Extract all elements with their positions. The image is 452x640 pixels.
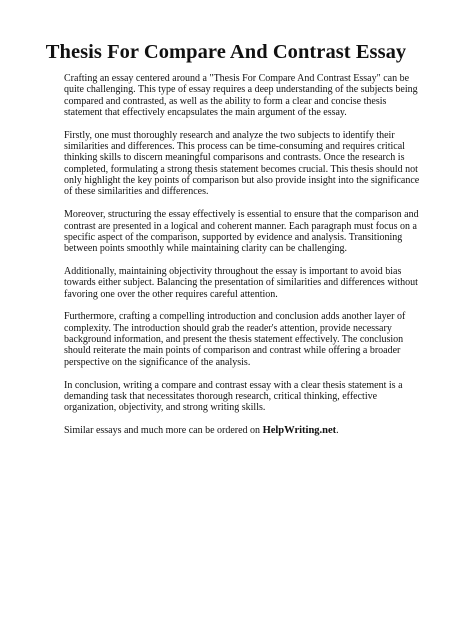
paragraph-structure: Moreover, structuring the essay effectively is essential to ensure that the comparison and contrast are presented in a logical and coherent manner. Each paragraph must focus on a specific aspect of the comparison, supported by evidence and analysis. Transitioning between points smoothly while maintaining clarity can be challenging. [64,209,419,255]
helpwriting-link[interactable]: HelpWriting.net [262,424,337,436]
footer-suffix: . [336,424,339,436]
paragraph-conclusion: In conclusion, writing a compare and contrast essay with a clear thesis statement is a demanding task that necessitates thorough research, critical thinking, effective organization, objectivity, and strong writing skills. [64,379,403,414]
paragraph-intro: Crafting an essay centered around a "Thesis For Compare And Contrast Essay" can be quite challenging. This type of essay requires a deep understanding of the subjects being compared and contrasted, as well as the ability to form a clear and concise thesis statement that effectively encapsulates the main argument of the essay. [64,73,418,119]
paragraph-research: Firstly, one must thoroughly research and analyze the two subjects to identify their similarities and differences. This process can be time-consuming and requires critical thinking skills to discern meaningful comparisons and contrasts. Once the research is completed, formulating a strong thesis statement becomes crucial. This thesis should not only highlight the key points of comparison but also provide insight into the significance of these similarities and differences. [64,129,420,198]
essay-body [64,73,426,436]
page-title: Thesis For Compare And Contrast Essay [45,41,407,63]
paragraph-intro-conclusion: Furthermore, crafting a compelling introduction and conclusion adds another layer of complexity. The introduction should grab the reader's attention, provide necessary background information, and present the thesis statement effectively. The conclusion should reiterate the main points of comparison and contrast while offering a broader perspective on the significance of the analysis. [64,311,406,368]
footer-prefix: Similar essays and much more can be ordered on [64,424,263,436]
footer-line [64,425,426,436]
paragraph-objectivity: Additionally, maintaining objectivity throughout the essay is important to avoid bias towards either subject. Balancing the presentation of similarities and differences without favoring one over the other requires careful attention. [64,265,418,300]
